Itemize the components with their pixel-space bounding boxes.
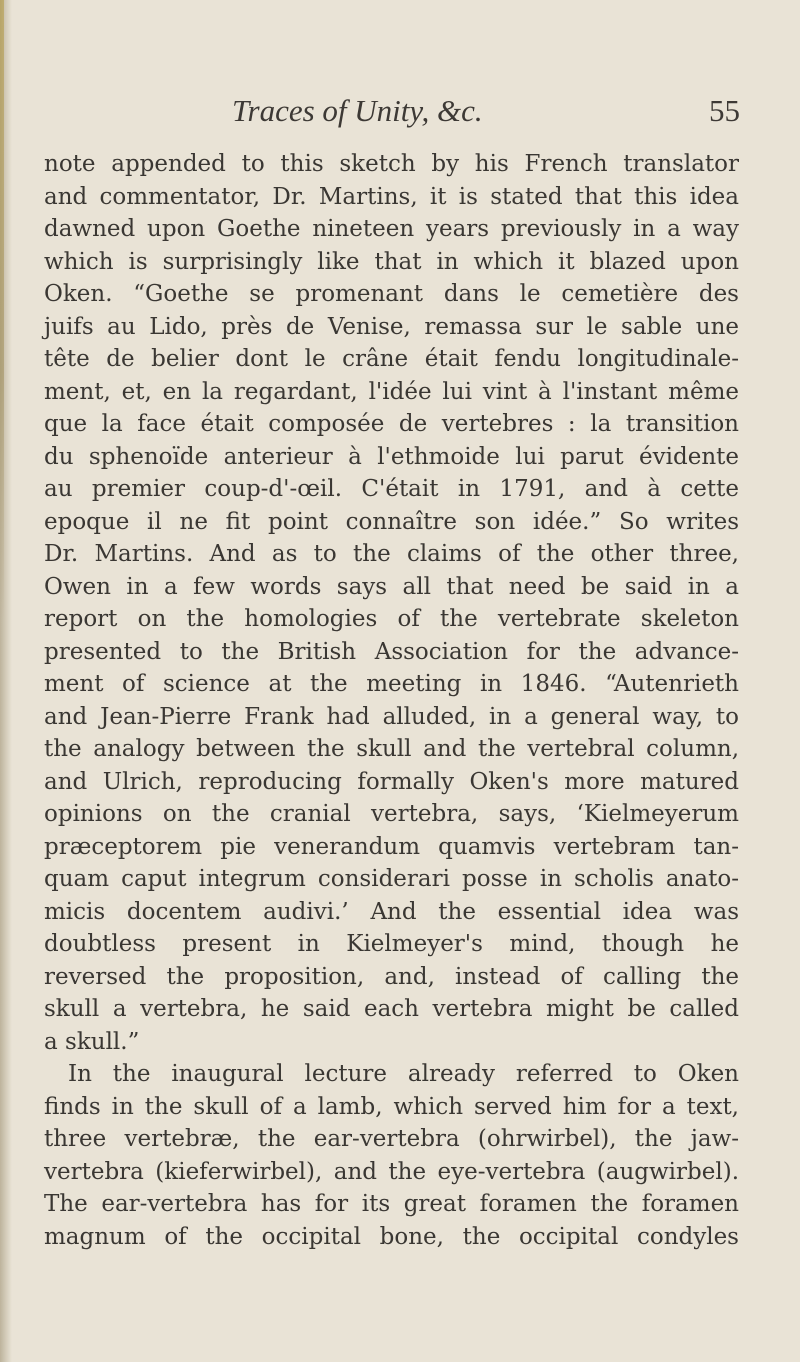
text-line: In the inaugural lecture already referred to Oken [68,1061,739,1087]
text-line: epoque il ne fit point connaître son idée.” So writes [44,508,739,535]
text-line: ment, et, en la regardant, l'idée lui vint à l'instant même [44,378,739,405]
text-line: report on the homologies of the vertebrate skeleton [44,606,739,632]
text-line: The ear-vertebra has for its great foramen the foramen [44,1191,739,1217]
text-line: and Ulrich, reproducing formally Oken's more matured [44,768,739,795]
text-line: dawned upon Goethe nineteen years previously in a way [44,216,739,242]
text-line: Oken. “Goethe se promenant dans le cemetière des [44,281,739,307]
text-line: au premier coup-d'-œil. C'était in 1791, and à cette [44,476,739,502]
text-line: que la face était composée de vertebres : la transition [44,411,739,437]
text-line: tête de belier dont le crâne était fendu longitudinale- [44,346,739,372]
text-line: and commentator, Dr. Martins, it is stated that this idea [44,183,739,210]
text-line: ment of science at the meeting in 1846. “Autenrieth [44,671,739,697]
text-line: doubtless present in Kielmeyer's mind, though he [44,931,739,957]
text-line: juifs au Lido, près de Venise, remassa sur le sable une [44,313,739,340]
text-line: Owen in a few words says all that need be said in a [44,573,739,600]
page-binding-shadow [0,0,4,620]
running-head [40,93,740,137]
text-line: Dr. Martins. And as to the claims of the other three, [44,541,739,567]
running-title: Traces of Unity, &c. [232,93,483,128]
text-line: a skull.” [44,1028,140,1055]
text-line: præceptorem pie venerandum quamvis vertebram tan- [44,833,739,860]
text-line: quam caput integrum considerari posse in scholis anato- [44,866,739,892]
text-line: micis docentem audivi.’ And the essential idea was [44,898,739,925]
text-line: three vertebræ, the ear-vertebra (ohrwirbel), the jaw- [44,1126,739,1152]
body-text [44,148,739,1253]
text-line: the analogy between the skull and the vertebral column, [44,736,739,762]
text-line: which is surprisingly like that in which it blazed upon [44,248,739,275]
text-line: and Jean-Pierre Frank had alluded, in a general way, to [44,703,739,730]
page-number: 55 [709,93,740,128]
text-line: skull a vertebra, he said each vertebra might be called [44,996,739,1022]
text-line: opinions on the cranial vertebra, says, ‘Kielmeyerum [44,801,739,827]
text-line: note appended to this sketch by his French translator [44,151,739,177]
text-line: du sphenoïde anterieur à l'ethmoide lui parut évidente [44,443,739,470]
text-line: magnum of the occipital bone, the occipital condyles [44,1223,739,1250]
text-line: presented to the British Association for the advance- [44,638,739,665]
text-line: vertebra (kieferwirbel), and the eye-vertebra (augwirbel). [44,1158,739,1185]
text-line: reversed the proposition, and, instead of calling the [44,963,739,990]
text-line: finds in the skull of a lamb, which served him for a text, [44,1093,739,1120]
